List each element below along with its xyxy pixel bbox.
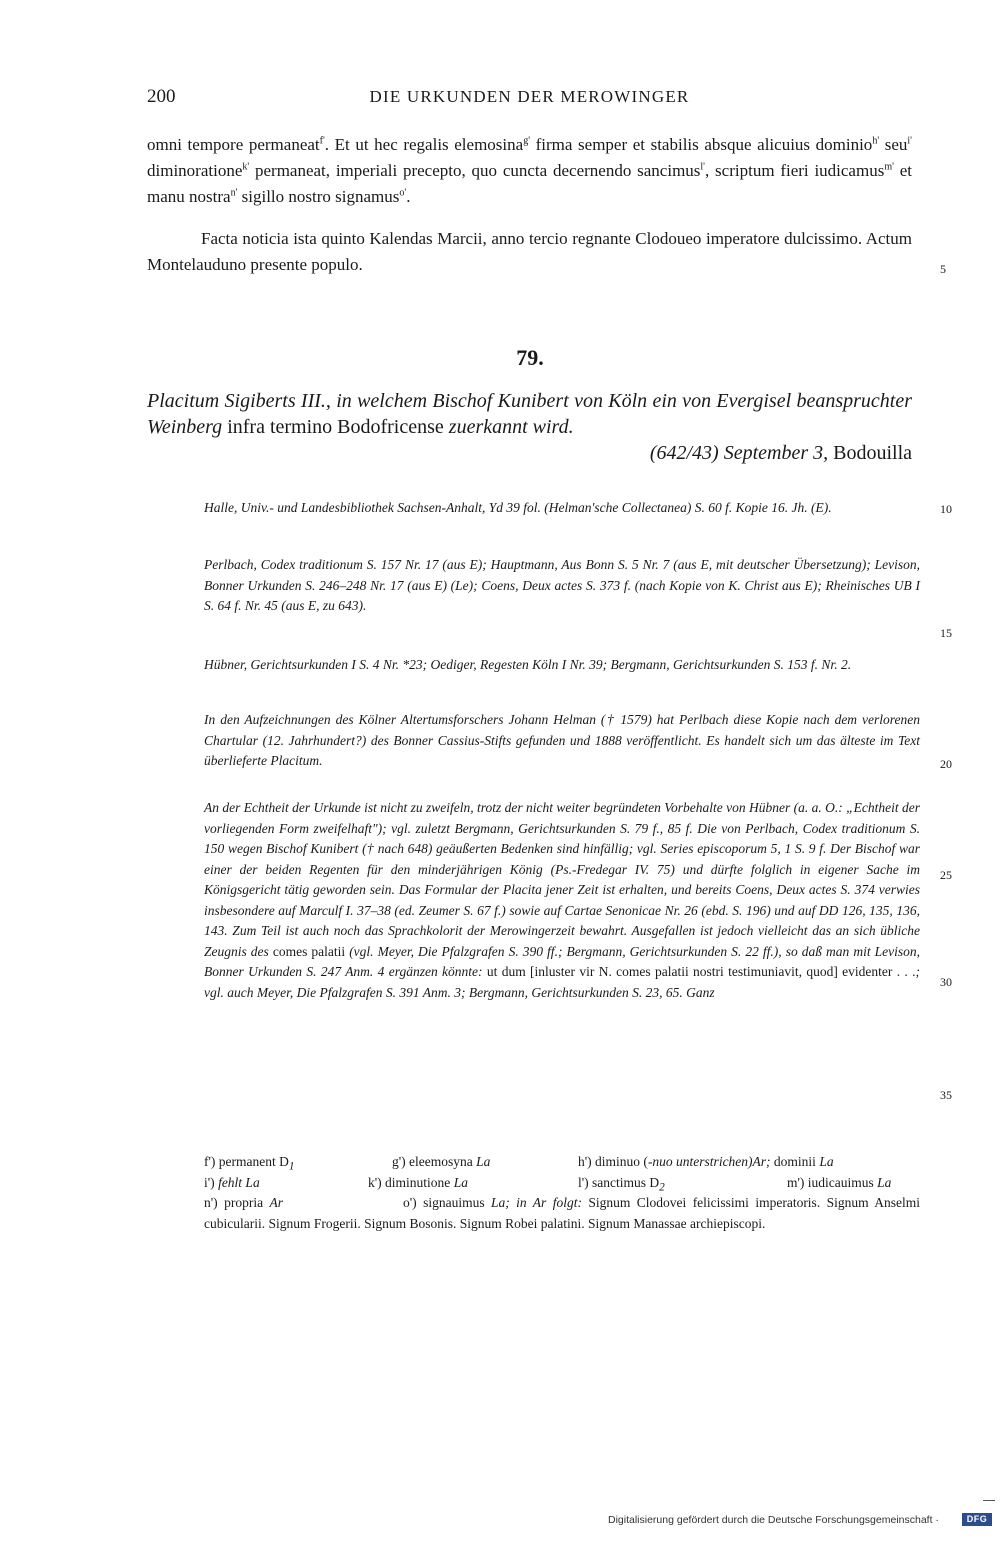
text-run: seu: [879, 135, 908, 154]
footnote-marker[interactable]: o': [399, 187, 407, 199]
commentary-upright: comes palatii: [272, 943, 346, 959]
editions-note: Perlbach, Codex traditionum S. 157 Nr. 17 (aus E); Hauptmann, Aus Bonn S. 5 Nr. 7 (aus E, mit deutscher Übersetzung); Levison, Bonner Urkunden S. 246–248 Nr. 17 (aus E) (Le); Coens, Deux actes S. 373 f. (nach Kopie von K. Christ aus E); Rheinisches UB I S. 64 f. Nr. 45 (aus E, zu 643).: [204, 557, 920, 613]
apparatus-line: [204, 1152, 920, 1173]
scan-mark: [983, 1500, 995, 1501]
commentary-text: An der Echtheit der Urkunde ist nicht zu zweifeln, trotz der nicht weiter begründeten Vorbehalte von Hübner (a. a. O.: „Echtheit der vorliegenden Form zweifelhaft"); vgl. zuletzt Bergmann, Gerichtsurkunden S. 79 f., 85 f. Die von Perlbach, Codex traditionum S. 150 wegen Bischof Kunibert († nach 648) geäußerten Bedenken sind hinfällig; vgl. Series episcoporum 5, 1 S. 9 f. Der Bischof war einer der beiden Regenten für den minderjährigen König (Ps.-Fredegar IV. 75) und dürfte folglich in eigener Sache im Königsgericht tätig geworden sein. Das Formular der Placita jener Zeit ist erhalten, und bereits Coens, Deux actes S. 374 verwies insbesondere auf Marculf I. 37–38 (ed. Zeumer S. 67 f.) sowie auf Cartae Senonicae Nr. 26 (ebd. S. 196) und auf DD 126, 135, 136, 143. Zum Teil ist auch noch das Sprachkolorit der Merowingerzeit bewahrt. Ausgefallen ist jedoch vielleicht das an sich übliche Zeugnis des: [204, 800, 921, 959]
footnote-marker[interactable]: i': [907, 135, 912, 147]
footnote-text: m') iudicauimus: [787, 1174, 878, 1190]
footnote-text: i'): [204, 1174, 219, 1190]
text-run: omni tempore permaneat: [147, 135, 320, 154]
commentary-paragraph-1: In den Aufzeichnungen des Kölner Altertumsforschers Johann Helman († 1579) hat Perlbach diese Kopie nach dem verlorenen Chartular (12. Jahrhundert?) des Bonner Cassius-Stifts gefunden und 1888 veröffentlicht. Es handelt sich um das älteste im Text überlieferte Placitum.: [204, 712, 920, 768]
apparatus-line: [204, 1173, 920, 1194]
running-head: [147, 86, 912, 110]
footnote-marker[interactable]: g': [523, 135, 531, 147]
text-run: , scriptum fieri iudicamus: [705, 161, 885, 180]
title-upright: infra termino Bodofricense: [227, 416, 444, 438]
footnote-siglum: La: [819, 1154, 834, 1169]
apparatus-line: [204, 1193, 920, 1234]
footnote-l: [578, 1173, 665, 1198]
footnote-text: Signum Clodovei felicissimi imperatoris. Signum Anselmi cubicularii. Signum Frogerii. Signum Bosonis. Signum Robei palatini. Signum Manassae archiepiscopi.: [204, 1195, 921, 1231]
document-number: 79.: [516, 345, 544, 370]
footnote-text: k') diminutione: [368, 1174, 454, 1190]
text-run: firma semper et stabilis absque alicuius dominio: [530, 135, 873, 154]
footnote-marker[interactable]: f': [319, 135, 325, 147]
page-number: 200: [147, 86, 176, 107]
footnote-siglum: La; in Ar folgt:: [490, 1195, 582, 1210]
line-number-25: 25: [940, 868, 952, 882]
footnote-m: [787, 1173, 891, 1194]
running-title: DIE URKUNDEN DER MEROWINGER: [369, 87, 690, 106]
footnote-siglum: Ar: [269, 1195, 283, 1210]
date-text: (642/43) September 3,: [649, 442, 829, 464]
commentary-paragraph-2: [204, 798, 920, 1003]
charter-text-ending: [147, 132, 912, 210]
text-run: sigillo nostro signamus: [237, 187, 400, 206]
footnote-i: [204, 1173, 260, 1194]
footnote-sub: 2: [659, 1181, 665, 1194]
footnote-marker[interactable]: k': [242, 161, 250, 173]
footnote-marker[interactable]: m': [884, 161, 894, 173]
footnote-text: n') propria: [204, 1195, 270, 1210]
footnote-marker[interactable]: n': [230, 187, 238, 199]
critical-apparatus: [204, 1152, 920, 1234]
dfg-footer: [608, 1512, 992, 1528]
place-text: Bodouilla: [828, 442, 912, 464]
line-number-5: 5: [940, 262, 946, 276]
line-number-20: 20: [940, 757, 952, 771]
text-run: .: [406, 187, 411, 206]
footnote-siglum: La: [453, 1174, 468, 1190]
dfg-logo[interactable]: DFG: [962, 1513, 992, 1526]
regesta-note: Hübner, Gerichtsurkunden I S. 4 Nr. *23; Oediger, Regesten Köln I Nr. 39; Bergmann, Gerichtsurkunden S. 153 f. Nr. 2.: [204, 657, 852, 672]
footnote-h: [578, 1152, 834, 1173]
commentary-upright: ut dum [inluster vir N. comes palatii nostri testimuniavit, quod] evidenter . . .: [486, 964, 916, 979]
footnote-text: h') diminuo (: [578, 1154, 648, 1169]
text-run: et manu nostra: [147, 161, 912, 206]
footnote-text: f') permanent D: [204, 1154, 289, 1169]
text-run: permaneat, imperiali precepto, quo cuncta decernendo sancimus: [249, 161, 701, 180]
dating-clause: Facta noticia ista quinto Kalendas Marcii, anno tercio regnante Clodoueo imperatore dulcissimo. Actum Montelauduno presente populo.: [147, 229, 912, 274]
title-italic: Placitum Sigiberts III., in welchem Bischof Kunibert von Köln ein von Evergisel beanspruchter Weinberg: [147, 390, 912, 438]
footnote-siglum: -nuo unterstrichen)Ar;: [647, 1154, 771, 1169]
footnote-text: l') sanctimus D: [578, 1174, 660, 1190]
document-date: [147, 440, 912, 466]
line-number-35: 35: [940, 1088, 952, 1102]
footnote-marker[interactable]: l': [700, 161, 705, 173]
text-run: diminoratione: [147, 161, 243, 180]
footnote-g: [392, 1152, 490, 1173]
commentary-text: (vgl. Meyer, Die Pfalzgrafen S. 390 ff.; Bergmann, Gerichtsurkunden S. 22 ff.), so daß man mit Levison, Bonner Urkunden S. 247 Anm. 4 ergänzen könnte:: [204, 943, 921, 979]
footnote-siglum: La: [476, 1154, 491, 1169]
line-number-10: 10: [940, 502, 952, 516]
footnote-text: dominii: [770, 1154, 820, 1169]
footnote-sub: 1: [288, 1160, 295, 1173]
footnote-siglum: fehlt La: [218, 1174, 260, 1190]
line-number-15: 15: [940, 626, 952, 640]
document-title: [147, 388, 912, 440]
line-number-30: 30: [940, 975, 952, 989]
dfg-credit: Digitalisierung gefördert durch die Deutsche Forschungsgemeinschaft ·: [608, 1514, 939, 1526]
footnote-k: [368, 1173, 468, 1194]
title-italic: zuerkannt wird.: [443, 416, 574, 438]
text-run: . Et ut hec regalis elemosina: [324, 135, 524, 154]
footnote-text: g') eleemosyna: [392, 1154, 477, 1169]
manuscript-note: Halle, Univ.- und Landesbibliothek Sachsen-Anhalt, Yd 39 fol. (Helman'sche Collectanea) S. 60 f. Kopie 16. Jh. (E).: [204, 500, 832, 515]
footnote-marker[interactable]: h': [872, 135, 880, 147]
footnote-siglum: La: [877, 1174, 892, 1190]
footnote-text: o') signauimus: [402, 1195, 491, 1210]
commentary-text: ; vgl. auch Meyer, Die Pfalzgrafen S. 391 Anm. 3; Bergmann, Gerichtsurkunden S. 23, 65. Ganz: [204, 964, 920, 1000]
